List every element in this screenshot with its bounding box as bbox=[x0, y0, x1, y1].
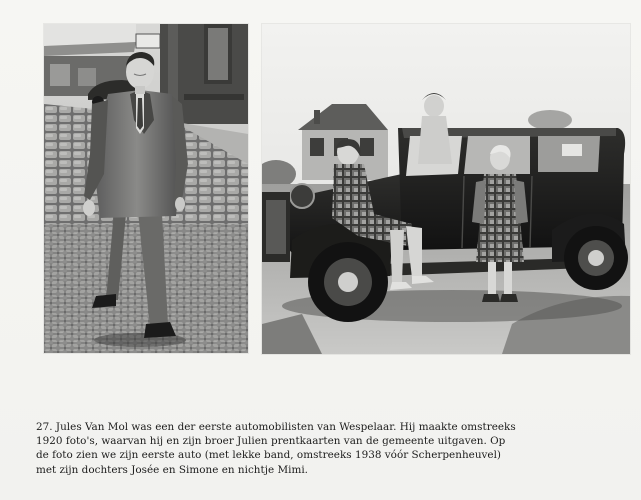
caption-line: 1920 foto's, waarvan hij en zijn broer Julien prentkaarten van de gemeente uitgaven. Op bbox=[36, 435, 506, 448]
photo-man-walking bbox=[44, 24, 248, 353]
photo-caption bbox=[36, 420, 606, 477]
photo-vintage-car-image bbox=[262, 24, 630, 354]
caption-line: de foto zien we zijn eerste auto (met lekke band, omstreeks 1938 vóór Scherpenheuvel) bbox=[36, 449, 502, 462]
caption-line: met zijn dochters Josée en Simone en nichtje Mimi. bbox=[36, 463, 308, 476]
caption-line: 27. Jules Van Mol was een der eerste automobilisten van Wespelaar. Hij maakte omstreeks bbox=[36, 421, 516, 433]
photo-vintage-car bbox=[262, 24, 630, 354]
photo-man-walking-image bbox=[44, 24, 248, 353]
